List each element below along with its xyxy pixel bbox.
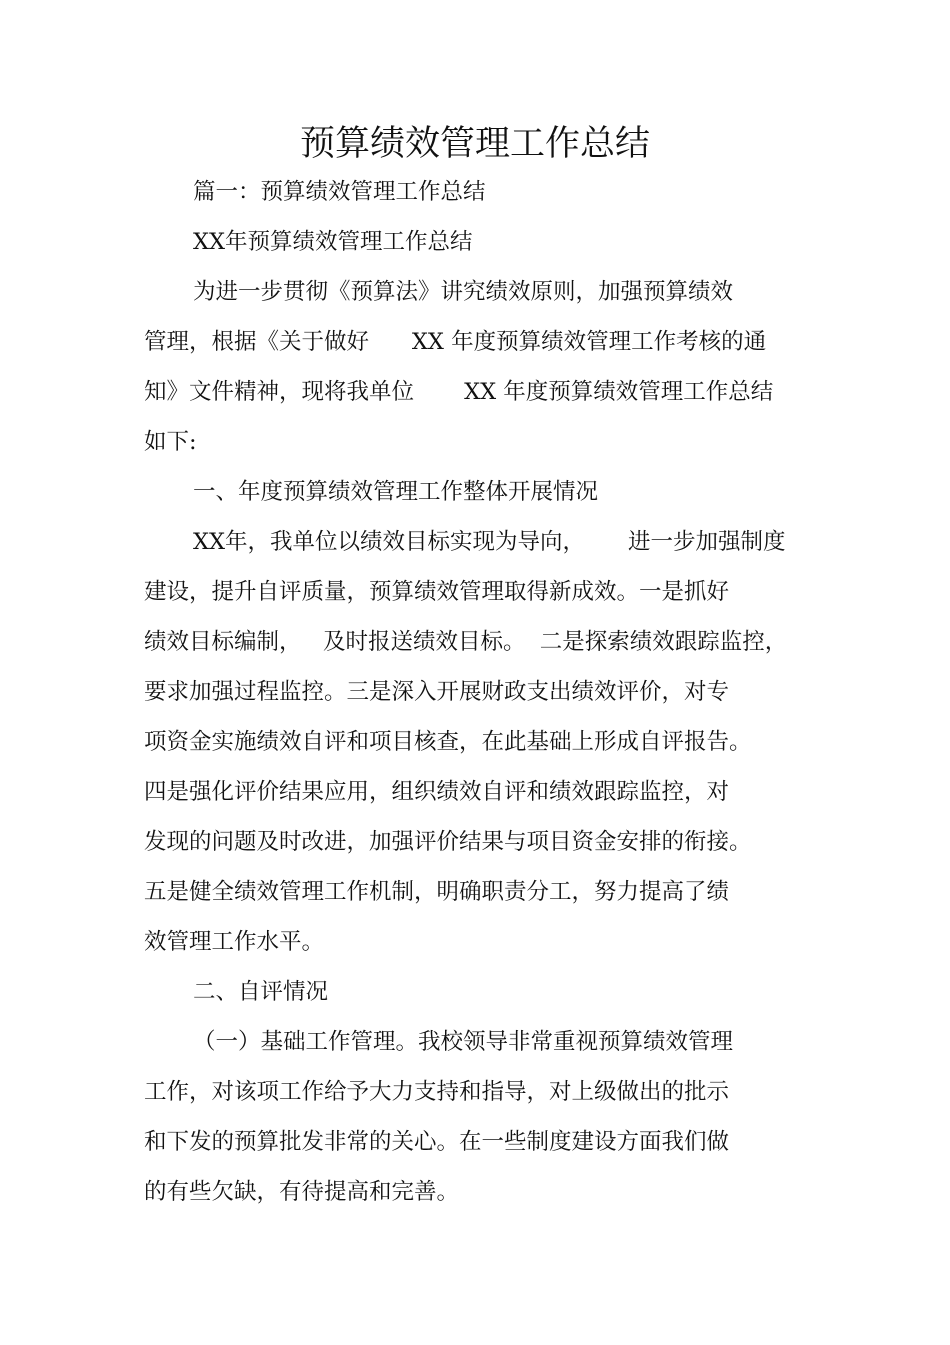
section-heading: 一、年度预算绩效管理工作整体开展情况 [193,479,599,505]
article-subtitle: XX年预算绩效管理工作总结 [193,229,473,255]
paragraph-line: 知》文件精神，现将我单位 XX 年度预算绩效管理工作总结 [144,379,774,405]
paragraph-line: 要求加强过程监控。三是深入开展财政支出绩效评价，对专 [144,679,730,705]
paragraph-line: 效管理工作水平。 [144,929,325,955]
article-heading: 篇一：预算绩效管理工作总结 [193,179,486,205]
paragraph-line: 的有些欠缺，有待提高和完善。 [144,1179,460,1205]
paragraph-line: 项资金实施绩效自评和项目核查，在此基础上形成自评报告。 [144,729,752,755]
paragraph-line: 管理，根据《关于做好 XX 年度预算绩效管理工作考核的通 [144,329,767,355]
paragraph-line: 五是健全绩效管理工作机制，明确职责分工，努力提高了绩 [144,879,730,905]
paragraph-line: XX年，我单位以绩效目标实现为导向， 进一步加强制度 [193,529,786,555]
paragraph-line: 如下: [144,429,197,455]
paragraph-line: 绩效目标编制， 及时报送绩效目标。 二是探索绩效跟踪监控， [144,629,788,655]
paragraph-line: 建设，提升自评质量，预算绩效管理取得新成效。一是抓好 [144,579,730,605]
paragraph-line: 和下发的预算批发非常的关心。在一些制度建设方面我们做 [144,1129,730,1155]
document-title: 预算绩效管理工作总结 [299,124,650,164]
section-heading: 二、自评情况 [193,979,329,1005]
paragraph-line: 为进一步贯彻《预算法》讲究绩效原则，加强预算绩效 [193,279,734,305]
paragraph-line: 工作，对该项工作给予大力支持和指导，对上级做出的批示 [144,1079,730,1105]
paragraph-line: 四是强化评价结果应用，组织绩效自评和绩效跟踪监控，对 [144,779,730,805]
paragraph-line: 发现的问题及时改进，加强评价结果与项目资金安排的衔接。 [144,829,752,855]
paragraph-line: （一）基础工作管理。我校领导非常重视预算绩效管理 [193,1029,734,1055]
